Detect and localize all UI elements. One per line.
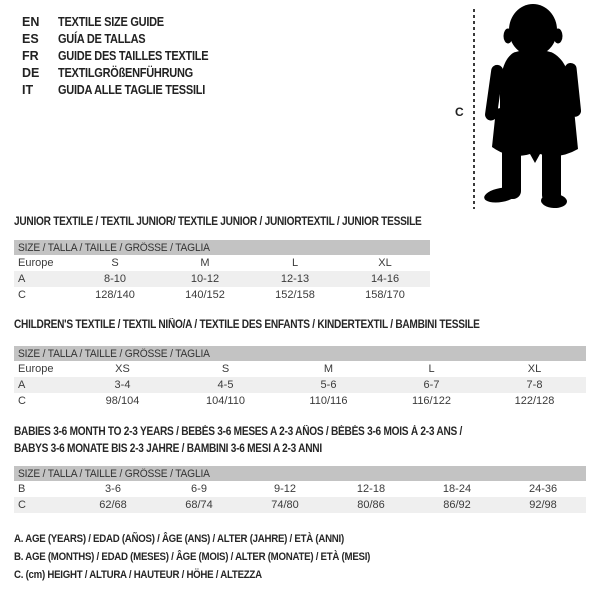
size-header-text: SIZE / TALLA / TAILLE / GRÖSSE / TAGLIA: [18, 347, 210, 360]
footnote-b: B. AGE (MONTHS) / EDAD (MESES) / ÂGE (MOIS) / ALTER (MONATE) / ETÀ (MESI): [14, 551, 371, 563]
size-header-bar: [14, 346, 586, 361]
row-label: C: [14, 497, 70, 513]
junior-size-table: [14, 240, 430, 303]
row-label: C: [18, 395, 26, 407]
table-row: [14, 393, 586, 409]
row-label: A: [14, 271, 70, 287]
table-cell: M: [323, 363, 334, 375]
table-cell: 116/122: [412, 395, 451, 407]
lang-row-it: [22, 81, 229, 98]
table-cell: 110/116: [309, 395, 348, 407]
section-title-children: CHILDREN'S TEXTILE / TEXTIL NIÑO/A / TEXTILE DES ENFANTS / KINDERTEXTIL / BAMBINI TESSILE: [14, 319, 480, 331]
table-cell: 5-6: [277, 377, 380, 393]
lang-title: GUIDA ALLE TAGLIE TESSILI: [58, 82, 206, 97]
table-row: [14, 481, 586, 497]
size-header-bar: [14, 240, 430, 255]
table-cell: 140/152: [185, 289, 225, 301]
lang-code: DE: [22, 65, 40, 80]
row-label: Europe: [18, 257, 54, 269]
footnote-c: C. (cm) HEIGHT / ALTURA / HAUTEUR / HÖHE / ALTEZZA: [14, 569, 262, 581]
table-cell: 74/80: [242, 497, 328, 513]
lang-code: EN: [22, 14, 40, 29]
table-row: [14, 377, 586, 393]
row-label: A: [14, 377, 71, 393]
table-cell: 122/128: [514, 395, 555, 407]
table-cell: 24-36: [528, 483, 558, 495]
lang-row-de: [22, 64, 229, 81]
children-size-table: [14, 346, 586, 409]
table-cell: 8-10: [70, 271, 160, 287]
lang-code: IT: [22, 82, 34, 97]
table-cell: 80/86: [328, 497, 414, 513]
footnote-a: A. AGE (YEARS) / EDAD (AÑOS) / ÂGE (ANS) / ALTER (JAHRE) / ETÀ (ANNI): [14, 533, 344, 545]
lang-row-es: [22, 30, 229, 47]
lang-code: ES: [22, 31, 39, 46]
table-cell: 7-8: [483, 377, 586, 393]
lang-title: TEXTILGRÖßENFÜHRUNG: [58, 65, 193, 80]
baby-silhouette-icon: [481, 3, 599, 213]
table-cell: 6-9: [191, 483, 207, 495]
table-cell: 86/92: [414, 497, 500, 513]
table-cell: 9-12: [273, 483, 297, 495]
lang-title: GUÍA DE TALLAS: [58, 31, 146, 46]
row-label: C: [18, 289, 26, 301]
table-cell: S: [221, 363, 230, 375]
lang-row-fr: [22, 47, 229, 64]
table-cell: S: [111, 257, 119, 269]
table-row: [14, 271, 430, 287]
size-header-text: SIZE / TALLA / TAILLE / GRÖSSE / TAGLIA: [18, 467, 210, 480]
lang-row-en: [22, 13, 229, 30]
table-cell: 12-18: [356, 483, 386, 495]
footnotes: [14, 533, 419, 587]
table-cell: XL: [378, 257, 392, 269]
table-cell: 68/74: [156, 497, 242, 513]
table-cell: 14-16: [340, 271, 430, 287]
section-title-babies: BABIES 3-6 MONTH TO 2-3 YEARS / BEBÉS 3-6 MESES A 2-3 AÑOS / BÉBÉS 3-6 MOIS À 2-3 ANS / BABYS 3-6 MONATE BIS 2-3 JAHRE / BAMBINI 3-6 MESI A 2-3 ANNI: [14, 426, 463, 455]
table-row: [14, 361, 586, 377]
table-cell: 4-5: [174, 377, 277, 393]
table-row: [14, 287, 430, 303]
table-cell: 152/158: [275, 289, 315, 301]
height-measure-label: C: [455, 105, 464, 119]
table-row: [14, 255, 430, 271]
height-dashed-line: [472, 9, 476, 209]
table-cell: 158/170: [365, 289, 405, 301]
table-cell: 104/110: [206, 395, 245, 407]
table-cell: 128/140: [95, 289, 135, 301]
table-cell: 6-7: [380, 377, 483, 393]
table-cell: 3-6: [105, 483, 121, 495]
row-label: B: [18, 483, 26, 495]
table-cell: XS: [115, 363, 130, 375]
table-cell: 18-24: [442, 483, 472, 495]
table-cell: M: [200, 257, 210, 269]
table-cell: 10-12: [160, 271, 250, 287]
table-cell: 3-4: [71, 377, 174, 393]
lang-title: TEXTILE SIZE GUIDE: [58, 14, 164, 29]
table-cell: 62/68: [70, 497, 156, 513]
language-list: [22, 13, 229, 98]
table-cell: 98/104: [105, 395, 140, 407]
section-title-junior: JUNIOR TEXTILE / TEXTIL JUNIOR/ TEXTILE JUNIOR / JUNIORTEXTIL / JUNIOR TESSILE: [14, 216, 422, 228]
table-row: [14, 497, 586, 513]
lang-title: GUIDE DES TAILLES TEXTILE: [58, 48, 209, 63]
table-cell: XL: [527, 363, 542, 375]
size-header-bar: [14, 466, 586, 481]
row-label: Europe: [18, 363, 54, 375]
table-cell: 12-13: [250, 271, 340, 287]
table-cell: L: [291, 257, 299, 269]
size-header-text: SIZE / TALLA / TAILLE / GRÖSSE / TAGLIA: [18, 241, 210, 254]
table-cell: 92/98: [500, 497, 586, 513]
lang-code: FR: [22, 48, 39, 63]
table-cell: L: [428, 363, 435, 375]
babies-size-table: [14, 466, 586, 513]
